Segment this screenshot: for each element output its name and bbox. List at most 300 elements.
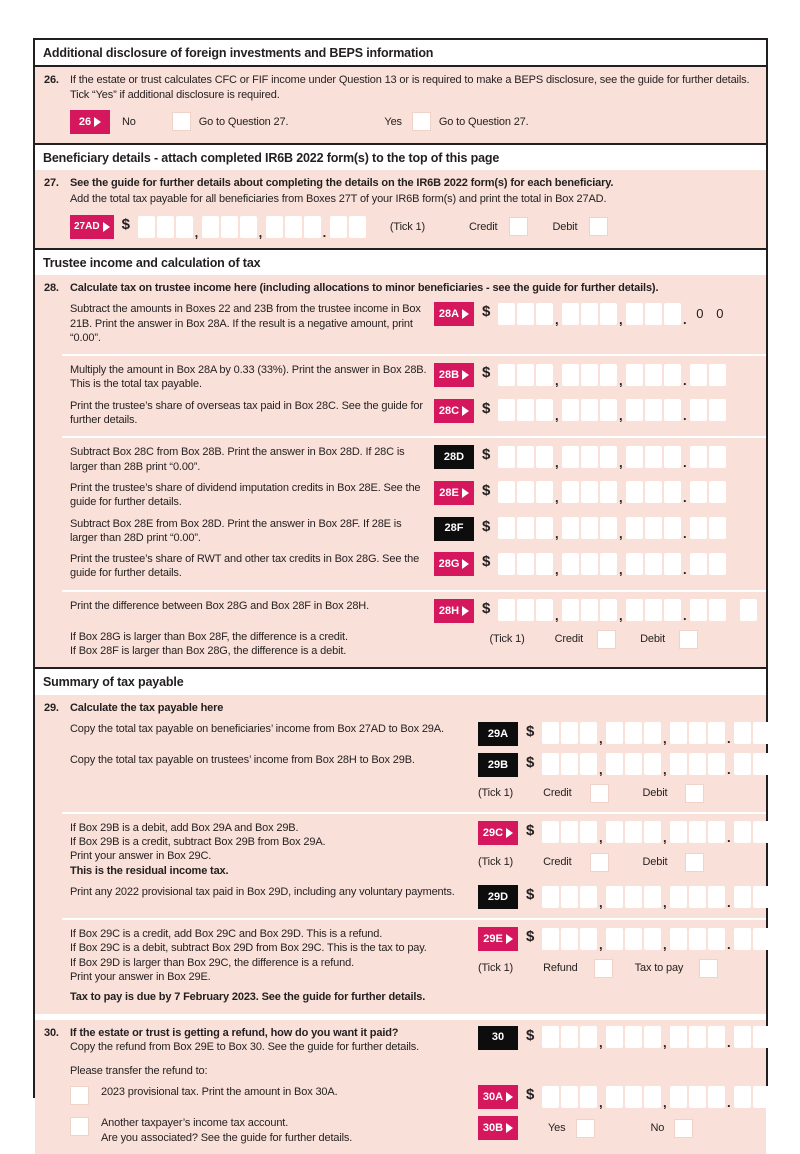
digit-box[interactable] [709,599,726,621]
digit-box[interactable] [709,481,726,503]
digit-box[interactable] [645,553,662,575]
section-title-additional-disclosure: Additional disclosure of foreign investments and BEPS information [35,40,766,67]
digit-box[interactable] [708,1026,725,1048]
question-28-block [35,275,766,667]
currency-symbol: $ [482,364,491,382]
no-checkbox-30b[interactable] [674,1119,693,1138]
field-row-30 [70,1026,754,1055]
digit-box[interactable] [517,303,534,325]
digit-box[interactable] [664,517,681,539]
digit-box[interactable] [734,886,751,908]
digit-box[interactable] [580,886,597,908]
digit-box[interactable] [580,821,597,843]
digit-box[interactable] [709,446,726,468]
yes-goto-label: Go to Question 27. [438,115,529,128]
comma-separator: , [599,830,603,846]
digit-box[interactable] [517,481,534,503]
question-30-block [35,1020,766,1154]
currency-symbol: $ [482,553,491,571]
digit-box[interactable] [689,928,706,950]
digit-box[interactable] [498,553,515,575]
digit-box[interactable] [562,364,579,386]
decimal-point: . [683,454,687,470]
decimal-point: . [683,372,687,388]
digit-box[interactable] [625,722,642,744]
credit-checkbox-29c[interactable] [590,853,609,872]
tick-1-label: (Tick 1) [489,633,525,646]
digit-box[interactable] [644,1026,661,1048]
comma-separator: , [619,311,623,327]
digit-box[interactable] [709,553,726,575]
credit-checkbox-28h[interactable] [597,630,616,649]
digit-box[interactable] [498,599,515,621]
digit-box[interactable] [581,399,598,421]
digit-box[interactable] [580,753,597,775]
debit-checkbox-28h[interactable] [679,630,698,649]
comma-separator: , [619,372,623,388]
debit-checkbox-27ad[interactable] [589,217,608,236]
digit-box[interactable] [606,1026,623,1048]
digit-box[interactable] [562,517,579,539]
digit-box[interactable] [644,928,661,950]
field-row-28b [70,363,754,392]
digit-box[interactable] [690,364,707,386]
tick-1-label: (Tick 1) [478,787,514,800]
white-separator [62,354,766,356]
question-number: 28. [44,281,59,294]
digit-box[interactable] [498,399,515,421]
credit-label: Credit [543,787,572,800]
digit-box[interactable] [138,216,155,238]
digit-box[interactable] [644,753,661,775]
option-30a-text: 2023 provisional tax. Print the amount in Box 30A. [101,1086,338,1099]
decimal-point: . [727,1035,731,1050]
amount-field-28f[interactable] [474,517,726,540]
amount-field-29d[interactable] [518,885,770,908]
digit-box[interactable] [304,216,321,238]
amount-field-28g[interactable] [474,552,726,575]
digit-box[interactable] [645,303,662,325]
field-row-29a [70,722,754,746]
section-title-summary: Summary of tax payable [35,667,766,694]
digit-box[interactable] [561,753,578,775]
box-tag-28e [434,481,474,505]
digit-box[interactable] [690,553,707,575]
digit-box[interactable] [664,303,681,325]
digit-box[interactable] [561,886,578,908]
digit-box[interactable] [670,821,687,843]
digit-box[interactable] [626,599,643,621]
digit-box[interactable] [581,364,598,386]
digit-box[interactable] [536,399,553,421]
digit-box[interactable] [542,722,559,744]
comma-separator: , [599,1035,603,1050]
digit-box[interactable] [600,517,617,539]
digit-box[interactable] [176,216,193,238]
digit-box[interactable] [690,446,707,468]
digit-box[interactable] [536,446,553,468]
digit-box[interactable] [670,886,687,908]
digit-box[interactable] [734,821,751,843]
question-29-heading: Calculate the tax payable here [70,701,224,714]
digit-box[interactable] [562,553,579,575]
digit-box[interactable] [664,599,681,621]
digit-box[interactable] [581,553,598,575]
credit-checkbox-27ad[interactable] [509,217,528,236]
instruction-29e-line1: If Box 29C is a credit, add Box 29C and Box 29D. This is a refund. [70,928,383,941]
amount-field-28h[interactable] [474,599,757,622]
digit-box[interactable] [581,446,598,468]
amount-field-30a[interactable] [518,1085,770,1108]
digit-box[interactable] [600,599,617,621]
digit-box[interactable] [626,446,643,468]
digit-box[interactable] [606,722,623,744]
field-row-28g [70,552,754,581]
digit-box[interactable] [709,364,726,386]
yes-label: Yes [384,115,402,128]
digit-box[interactable] [670,753,687,775]
digit-box[interactable] [734,753,751,775]
digit-box[interactable] [708,886,725,908]
digit-box[interactable] [753,928,770,950]
digit-box[interactable] [498,446,515,468]
instruction-29e-line4: Print your answer in Box 29E. [70,970,211,983]
digit-box[interactable] [709,517,726,539]
credit-label: Credit [554,633,584,646]
digit-box[interactable] [690,599,707,621]
digit-box[interactable] [664,364,681,386]
digit-box[interactable] [542,928,559,950]
digit-box[interactable] [689,886,706,908]
instruction-29b: Copy the total tax payable on trustees’ income from Box 28H to Box 29B. [70,753,415,766]
tick-1-label: (Tick 1) [389,220,425,233]
digit-box[interactable] [606,1086,623,1108]
yes-checkbox-30b[interactable] [576,1119,595,1138]
digit-box[interactable] [517,399,534,421]
digit-box[interactable] [581,481,598,503]
digit-box[interactable] [644,821,661,843]
digit-box[interactable] [580,1086,597,1108]
digit-box[interactable] [600,481,617,503]
box-tag-label: 28G [438,557,460,570]
digit-box[interactable] [600,364,617,386]
digit-box[interactable] [580,928,597,950]
currency-symbol: $ [526,753,535,771]
digit-box[interactable] [606,928,623,950]
box-tag-28d [434,445,474,469]
digit-box[interactable] [690,517,707,539]
white-separator [62,436,766,438]
digit-box[interactable] [562,599,579,621]
digit-box[interactable] [542,821,559,843]
amount-field-28a[interactable] [474,302,728,325]
digit-box[interactable] [580,722,597,744]
digit-box[interactable] [562,303,579,325]
digit-box[interactable] [670,722,687,744]
instruction-28d: Subtract Box 28C from Box 28B. Print the answer in Box 28D. If 28C is larger than 28B print “0.00”. [70,446,405,473]
debit-label: Debit [640,633,665,646]
debit-checkbox-29c[interactable] [685,853,704,872]
digit-box[interactable] [536,599,553,621]
digit-box[interactable] [709,399,726,421]
digit-box[interactable] [740,599,757,621]
comma-separator: , [599,762,603,778]
digit-box[interactable] [561,1086,578,1108]
question-27-bold-text: See the guide for further details about completing the details on the IR6B 2022 form(s) for each beneficiary. [70,177,614,190]
digit-box[interactable] [645,599,662,621]
digit-box[interactable] [690,399,707,421]
digit-box[interactable] [600,399,617,421]
digit-box[interactable] [581,303,598,325]
digit-box[interactable] [645,481,662,503]
amount-field-29b[interactable] [518,753,770,776]
digit-box[interactable] [580,1026,597,1048]
digit-box[interactable] [645,399,662,421]
digit-box[interactable] [542,753,559,775]
question-27-text: Add the total tax payable for all beneficiaries from Boxes 27T of your IR6B form(s) and print the total in Box 27AD. [70,193,607,206]
box-tag-29b [478,753,518,777]
digit-box[interactable] [498,481,515,503]
comma-separator: , [663,830,667,846]
digit-box[interactable] [753,753,770,775]
box-tag-label: 28H [438,604,460,617]
digit-box[interactable] [626,364,643,386]
digit-box[interactable] [689,753,706,775]
digit-box[interactable] [536,481,553,503]
digit-box[interactable] [542,1026,559,1048]
digit-box[interactable] [562,399,579,421]
digit-box[interactable] [708,1086,725,1108]
digit-box[interactable] [734,1086,751,1108]
amount-field-30[interactable] [518,1026,770,1049]
digit-box[interactable] [689,722,706,744]
digit-box[interactable] [753,1086,770,1108]
digit-box[interactable] [664,399,681,421]
amount-field-29a[interactable] [518,722,770,745]
digit-box[interactable] [285,216,302,238]
amount-field-28b[interactable] [474,363,726,386]
box-tag-label: 28A [438,308,460,321]
digit-box[interactable] [625,753,642,775]
refund-label: Refund [543,962,578,975]
digit-box[interactable] [626,553,643,575]
digit-box[interactable] [266,216,283,238]
digit-box[interactable] [625,1086,642,1108]
question-26-block [35,67,766,143]
amount-field-28d[interactable] [474,445,726,468]
field-row-28a [70,302,754,345]
amount-field-28e[interactable] [474,481,726,504]
digit-box[interactable] [536,553,553,575]
digit-box[interactable] [562,481,579,503]
provisional-tax-checkbox[interactable] [70,1086,89,1105]
arrow-right-icon [506,1123,513,1133]
digit-box[interactable] [626,517,643,539]
digit-box[interactable] [157,216,174,238]
digit-box[interactable] [626,399,643,421]
comma-separator: , [663,762,667,778]
currency-symbol: $ [482,399,491,417]
digit-box[interactable] [645,364,662,386]
tax-to-pay-checkbox-29e[interactable] [699,959,718,978]
digit-box[interactable] [708,928,725,950]
decimal-point: . [727,1094,731,1110]
digit-box[interactable] [689,1086,706,1108]
option-30b-line1: Another taxpayer’s income tax account. [101,1117,289,1130]
digit-box[interactable] [689,821,706,843]
digit-box[interactable] [561,1026,578,1048]
field-row-29b [70,753,754,777]
digit-box[interactable] [561,821,578,843]
digit-box[interactable] [561,928,578,950]
box-tag-label: 28D [443,451,465,464]
due-date-note: Tax to pay is due by 7 February 2023. See the guide for further details. [70,991,426,1004]
digit-box[interactable] [536,303,553,325]
digit-box[interactable] [645,517,662,539]
currency-symbol: $ [482,446,491,464]
comma-separator: , [619,608,623,624]
box-tag-28f [434,517,474,541]
digit-box[interactable] [536,364,553,386]
decimal-point: . [683,561,687,577]
field-row-30a [70,1085,754,1109]
credit-checkbox-29b[interactable] [590,784,609,803]
digit-box[interactable] [606,886,623,908]
digit-box[interactable] [753,722,770,744]
digit-box[interactable] [600,553,617,575]
digit-box[interactable] [562,446,579,468]
amount-field-27ad[interactable] [114,215,366,238]
digit-box[interactable] [517,553,534,575]
currency-symbol: $ [482,481,491,499]
box-tag-label: 28C [438,404,460,417]
field-row-29e [70,927,754,984]
digit-box[interactable] [542,886,559,908]
comma-separator: , [663,936,667,952]
digit-box[interactable] [645,446,662,468]
digit-box[interactable] [753,886,770,908]
field-row-28h [70,599,754,623]
digit-box[interactable] [581,599,598,621]
decimal-point: . [727,830,731,846]
digit-box[interactable] [670,928,687,950]
field-row-28c [70,399,754,428]
digit-box[interactable] [708,753,725,775]
question-29-block [35,695,766,1014]
amount-field-29c[interactable] [518,821,770,844]
box-tag-label: 28E [439,486,459,499]
box-tag-label: 29C [482,826,504,839]
digit-box[interactable] [664,553,681,575]
digit-box[interactable] [708,821,725,843]
digit-box[interactable] [517,446,534,468]
digit-box[interactable] [734,1026,751,1048]
no-checkbox[interactable] [172,112,191,131]
other-taxpayer-checkbox[interactable] [70,1117,89,1136]
comma-separator: , [555,608,559,624]
digit-box[interactable] [561,722,578,744]
currency-symbol: $ [482,599,491,617]
comma-separator: , [663,894,667,910]
digit-box[interactable] [626,303,643,325]
digit-box[interactable] [644,722,661,744]
no-goto-label: Go to Question 27. [198,115,289,128]
digit-box[interactable] [664,481,681,503]
currency-symbol: $ [121,216,130,234]
digit-box[interactable] [664,446,681,468]
digit-box[interactable] [734,928,751,950]
digit-box[interactable] [753,1026,770,1048]
currency-symbol: $ [526,722,535,740]
credit-label: Credit [468,220,498,233]
yes-checkbox[interactable] [412,112,431,131]
digit-box[interactable] [670,1086,687,1108]
digit-box[interactable] [349,216,366,238]
digit-box[interactable] [625,821,642,843]
digit-box[interactable] [625,886,642,908]
digit-box[interactable] [240,216,257,238]
digit-box[interactable] [625,928,642,950]
digit-box[interactable] [517,517,534,539]
digit-box[interactable] [670,1026,687,1048]
refund-checkbox-29e[interactable] [594,959,613,978]
digit-box[interactable] [221,216,238,238]
field-row-30b [70,1116,754,1145]
digit-box[interactable] [498,364,515,386]
digit-box[interactable] [498,517,515,539]
digit-box[interactable] [542,1086,559,1108]
digit-box[interactable] [708,722,725,744]
arrow-right-icon [462,406,469,416]
box-tag-label: 30A [482,1091,504,1104]
digit-box[interactable] [536,517,553,539]
amount-field-28c[interactable] [474,399,726,422]
field-row-29c [70,821,754,878]
digit-box[interactable] [517,364,534,386]
digit-box[interactable] [625,1026,642,1048]
digit-box[interactable] [606,821,623,843]
currency-symbol: $ [526,821,535,839]
note-28h-credit: If Box 28G is larger than Box 28F, the difference is a credit. [70,630,348,643]
instruction-28f: Subtract Box 28E from Box 28D. Print the answer in Box 28F. If 28E is larger than 28D print “0.00”. [70,517,402,544]
arrow-right-icon [462,370,469,380]
digit-box[interactable] [626,481,643,503]
section-title-trustee-income: Trustee income and calculation of tax [35,248,766,275]
digit-box[interactable] [517,599,534,621]
digit-box[interactable] [734,722,751,744]
digit-box[interactable] [689,1026,706,1048]
tax-to-pay-label: Tax to pay [634,962,684,975]
digit-box[interactable] [600,303,617,325]
arrow-right-icon [506,1092,513,1102]
field-row-29d [70,885,754,909]
box-tag-label: 30 [491,1031,505,1044]
digit-box[interactable] [581,517,598,539]
digit-box[interactable] [498,303,515,325]
digit-box[interactable] [202,216,219,238]
digit-box[interactable] [753,821,770,843]
digit-box[interactable] [644,1086,661,1108]
digit-box[interactable] [606,753,623,775]
digit-box[interactable] [644,886,661,908]
box-27ad-row [70,215,754,239]
digit-box[interactable] [690,481,707,503]
box-tag-30b [478,1116,518,1140]
digit-box[interactable] [330,216,347,238]
amount-field-29e[interactable] [518,927,770,950]
debit-checkbox-29b[interactable] [685,784,704,803]
digit-box[interactable] [600,446,617,468]
